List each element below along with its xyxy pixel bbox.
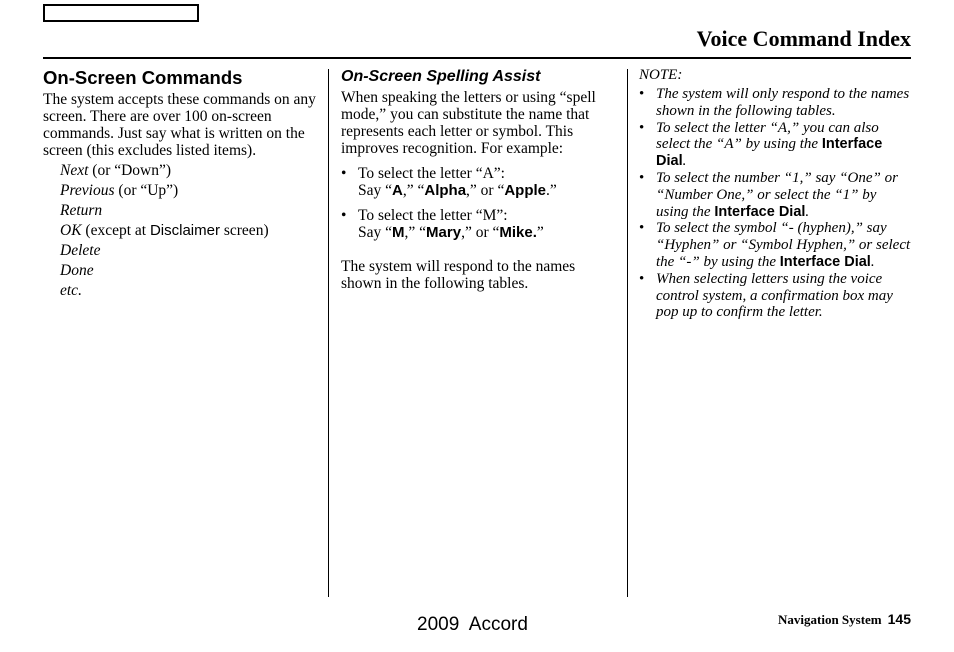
section-heading: On-Screen Commands (43, 67, 243, 88)
list-item (639, 271, 911, 321)
page-title: Voice Command Index (696, 26, 911, 51)
list-item (60, 161, 318, 181)
command-note: (or “Up”) (114, 182, 179, 199)
note-text: When selecting letters using the voice control system, a confirmation box may pop up to confirm the letter. (656, 270, 893, 321)
column-on-screen-commands (43, 67, 318, 301)
command-name: OK (60, 222, 82, 239)
spell-word: Mary (426, 224, 462, 241)
list-item (60, 181, 318, 201)
command-name: Delete (60, 242, 101, 259)
bullet-line: To select the letter “A”: (358, 165, 505, 182)
command-name: Done (60, 262, 94, 279)
separator: ,” “ (404, 224, 427, 241)
footer-page-info (778, 611, 911, 628)
footer-model-text: 2009 Accord (417, 614, 528, 635)
list-item (60, 221, 318, 241)
command-name: Previous (60, 182, 115, 199)
bullet-glyph: • (341, 207, 347, 224)
bullet-glyph: • (639, 169, 645, 186)
column-notes (639, 67, 911, 321)
bullet-glyph: • (341, 165, 347, 182)
list-item (60, 261, 318, 281)
list-item (60, 201, 318, 221)
section-paragraph: The system will respond to the names shown in the following tables. (341, 258, 576, 292)
list-item (60, 281, 318, 301)
bullet-glyph: • (639, 270, 645, 287)
command-list (60, 161, 318, 301)
list-item (60, 241, 318, 261)
bullet-line (358, 182, 617, 199)
command-name: etc. (60, 282, 82, 299)
list-item (639, 120, 911, 170)
page-number: 145 (887, 611, 911, 627)
column-divider (328, 69, 329, 597)
header-tab-box (43, 4, 199, 22)
command-name: Return (60, 202, 103, 219)
command-note: screen) (219, 222, 269, 239)
spell-word: Mike. (499, 224, 537, 241)
column-divider (627, 69, 628, 597)
note-end: . (870, 253, 875, 270)
note-end: . (682, 153, 687, 170)
separator: .” (546, 182, 557, 199)
bullet-glyph: • (639, 220, 645, 237)
column-spelling-assist (341, 67, 617, 292)
interface-dial-term: Interface Dial (714, 203, 806, 220)
interface-dial-term: Interface Dial (656, 136, 883, 170)
list-item (341, 165, 617, 199)
spell-word: M (392, 224, 405, 241)
command-note-screen: Disclaimer (149, 222, 220, 239)
separator: ,” “ (402, 182, 425, 199)
separator: ” (536, 224, 544, 241)
command-note: (except at (81, 222, 150, 239)
note-text: The system will only respond to the names shown in the following tables. (656, 86, 910, 119)
bullet-line: To select the letter “M”: (358, 207, 508, 224)
command-name: Next (60, 162, 89, 179)
spell-word: Apple (504, 182, 547, 199)
bullet-glyph: • (639, 119, 645, 136)
bullet-glyph: • (639, 86, 645, 102)
list-item (341, 207, 617, 241)
list-item (639, 220, 911, 270)
footer-section: Navigation System (778, 612, 882, 627)
section-heading: On-Screen Spelling Assist (341, 68, 541, 85)
note-text: To select the symbol “- (hyphen),” say “Hyphen” or “Symbol Hyphen,” or select the “-” by using the (656, 220, 911, 270)
note-text: To select the number “1,” say “One” or “Number One,” or select the “1” by using the (656, 169, 898, 220)
spell-word: Alpha (424, 182, 467, 199)
command-note: (or “Down”) (88, 162, 172, 179)
interface-dial-term: Interface Dial (779, 253, 871, 270)
say-text: Say “ (358, 224, 393, 241)
section-paragraph: When speaking the letters or using “spell mode,” you can substitute the name that represents each letter or symbol. This improves recognition. For example: (341, 89, 596, 157)
separator: ,” or “ (461, 224, 500, 241)
list-item (639, 170, 911, 220)
say-text: Say “ (358, 182, 393, 199)
footer-model (417, 614, 528, 636)
note-label: NOTE: (639, 67, 683, 83)
spell-word: A (392, 182, 403, 199)
section-paragraph: The system accepts these commands on any screen. There are over 100 on-screen commands. Just say what is written on the screen (this excludes listed items). (43, 91, 316, 159)
bullet-line (358, 224, 617, 241)
header-rule (43, 57, 911, 59)
separator: ,” or “ (466, 182, 505, 199)
note-text: To select the letter “A,” you can also select the “A” by using the (656, 119, 879, 153)
list-item (639, 86, 911, 120)
note-end: . (805, 203, 810, 220)
